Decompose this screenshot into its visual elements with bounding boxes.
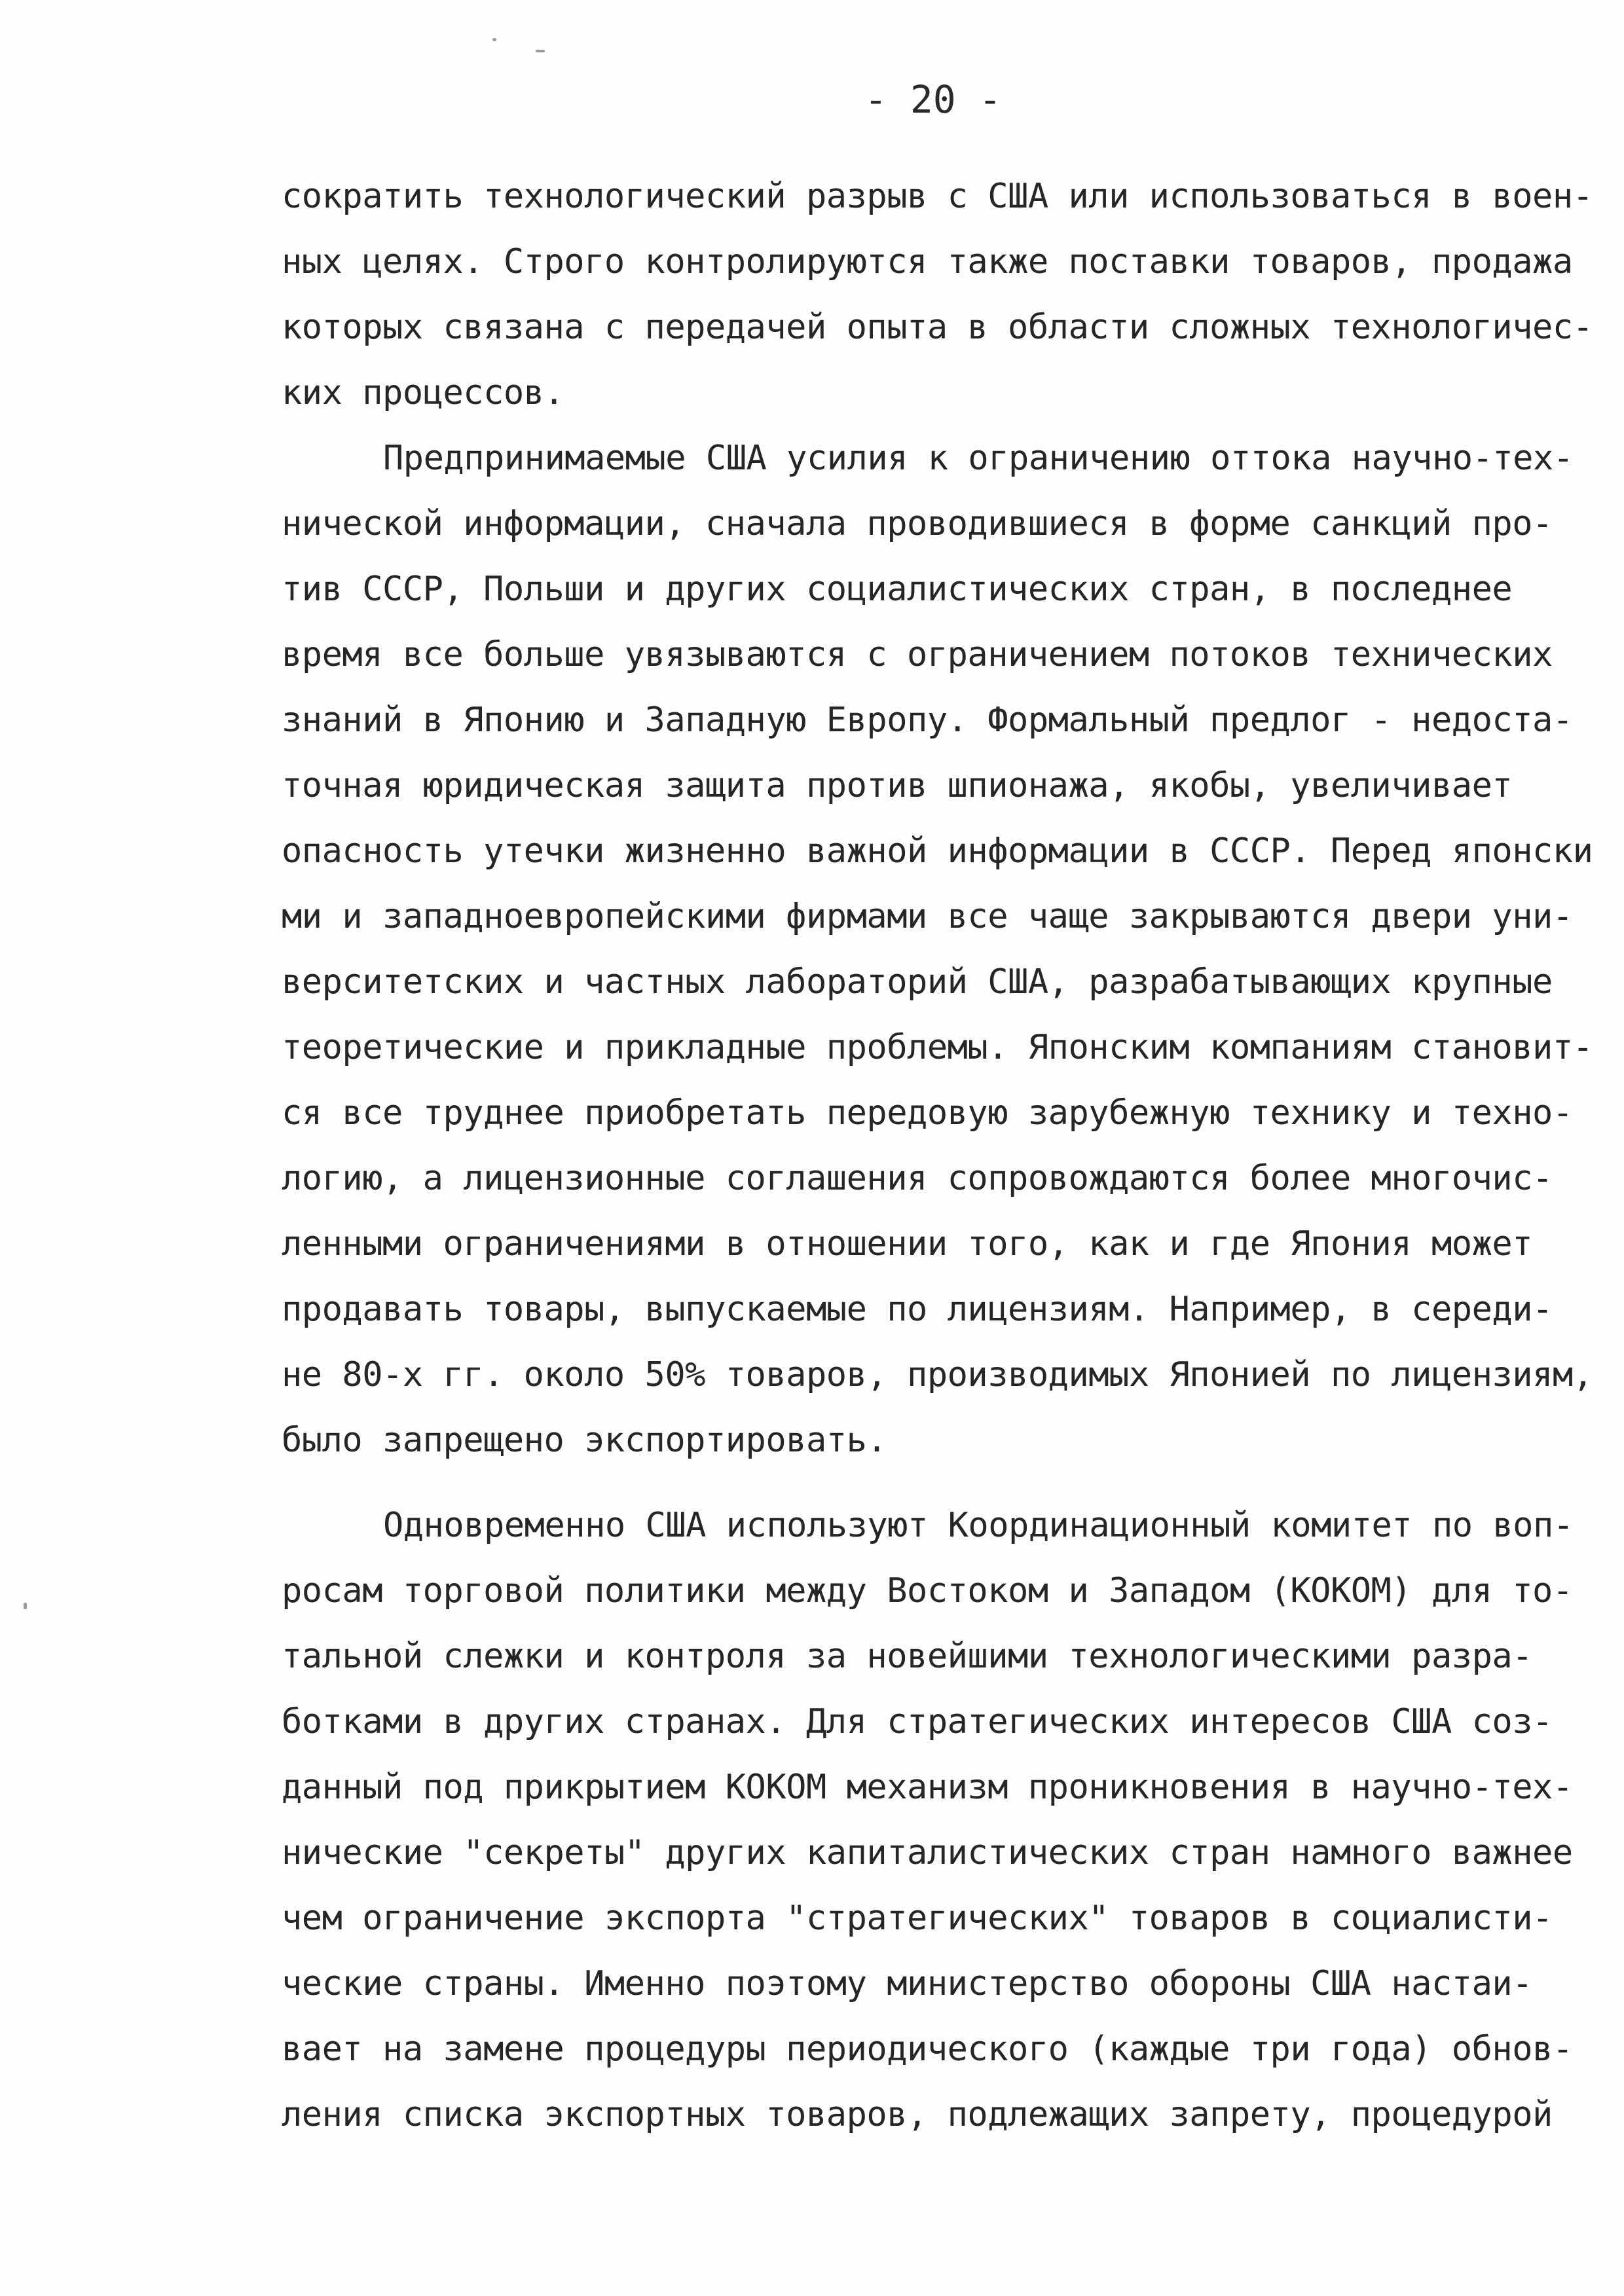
text-line: Предпринимаемые США усилия к ограничению оттока научно-тех- bbox=[383, 439, 1574, 478]
text-line: нические "секреты" других капиталистических стран намного важнее bbox=[282, 1833, 1573, 1872]
text-line: верситетских и частных лабораторий США, разрабатывающих крупные bbox=[282, 962, 1553, 1002]
text-line: чем ограничение экспорта "стратегических" товаров в социалисти- bbox=[282, 1899, 1553, 1938]
text-line: ческие страны. Именно поэтому министерство обороны США настаи- bbox=[282, 1964, 1533, 2003]
text-line: ких процессов. bbox=[282, 373, 564, 412]
text-line: которых связана с передачей опыта в области сложных технологичес- bbox=[282, 308, 1593, 347]
text-line: логию, а лицензионные соглашения сопровождаются более многочис- bbox=[282, 1159, 1553, 1198]
scan-speck bbox=[24, 1603, 27, 1609]
text-line: росам торговой политики между Востоком и Западом (КОКОМ) для то- bbox=[282, 1571, 1573, 1611]
text-line: знаний в Японию и Западную Европу. Формальный предлог - недоста- bbox=[282, 701, 1573, 740]
text-line: нической информации, сначала проводившиеся в форме санкций про- bbox=[282, 504, 1553, 543]
text-line: продавать товары, выпускаемые по лицензиям. Например, в середи- bbox=[282, 1290, 1553, 1329]
text-line: данный под прикрытием КОКОМ механизм проникновения в научно-тех- bbox=[282, 1768, 1573, 1807]
scan-speck bbox=[536, 50, 545, 52]
text-line: ленными ограничениями в отношении того, как и где Япония может bbox=[282, 1224, 1533, 1264]
text-line: ления списка экспортных товаров, подлежащих запрету, процедурой bbox=[282, 2095, 1553, 2134]
text-line: сократить технологический разрыв с США или использоваться в воен- bbox=[282, 177, 1593, 216]
text-line: ных целях. Строго контролируются также поставки товаров, продажа bbox=[282, 242, 1573, 282]
text-line: ми и западноевропейскими фирмами все чаще закрываются двери уни- bbox=[282, 897, 1573, 936]
text-line: тальной слежки и контроля за новейшими технологическими разра- bbox=[282, 1637, 1533, 1676]
page-number: - 20 - bbox=[864, 77, 1002, 122]
text-line: Одновременно США используют Координационный комитет по воп- bbox=[383, 1506, 1574, 1545]
text-line: тив СССР, Польши и других социалистических стран, в последнее bbox=[282, 570, 1513, 609]
text-line: теоретические и прикладные проблемы. Японским компаниям становит- bbox=[282, 1028, 1593, 1067]
text-line: вает на замене процедуры периодического (каждые три года) обнов- bbox=[282, 2030, 1573, 2069]
text-line: время все больше увязываются с ограничением потоков технических bbox=[282, 635, 1553, 674]
text-line: опасность утечки жизненно важной информации в СССР. Перед японски bbox=[282, 831, 1593, 871]
text-line: не 80-х гг. около 50% товаров, производимых Японией по лицензиям, bbox=[282, 1355, 1593, 1394]
scan-speck bbox=[492, 38, 496, 41]
text-line: точная юридическая защита против шпионажа, якобы, увеличивает bbox=[282, 766, 1513, 805]
text-line: ботками в других странах. Для стратегических интересов США соз- bbox=[282, 1702, 1553, 1741]
text-line: было запрещено экспортировать. bbox=[282, 1421, 887, 1460]
text-line: ся все труднее приобретать передовую зарубежную технику и техно- bbox=[282, 1093, 1573, 1133]
